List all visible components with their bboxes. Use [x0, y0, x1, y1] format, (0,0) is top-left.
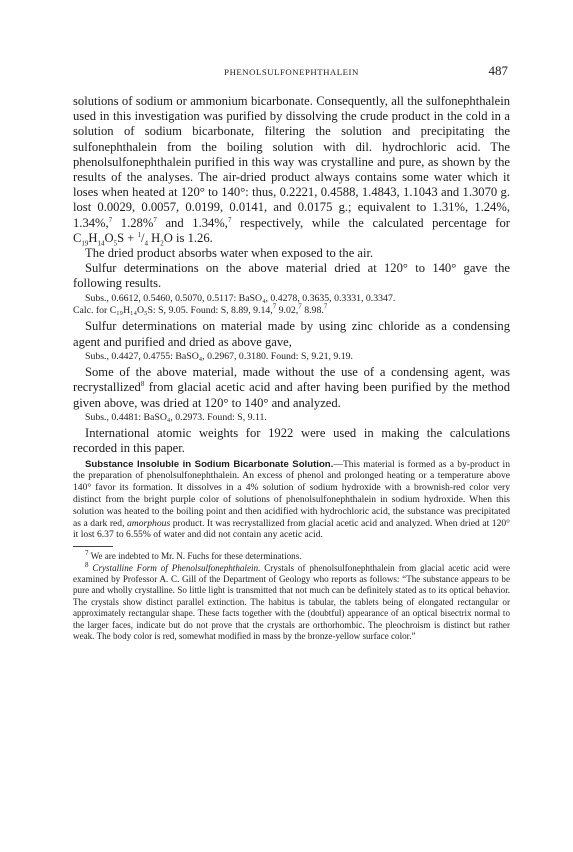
paragraph-recrystallized: Some of the above material, made without the use of a condensing agent, was recrystallized$^8$ from glacial acetic acid and after having been purified by the method given above, was dried at 120° to 140° and analyzed. [73, 365, 510, 410]
paragraph-purification: solutions of sodium or ammonium bicarbonate. Consequently, all the sulfonephthalein used in this investigation was purified by dissolving the crude product in the cold in a solution of sodium bicarbonate, filtering the solution and precipitating the sulfonephthalein from the boiling solution with dil. hydrochloric acid. The phenolsulfonephthalein purified in this way was crystalline and pure, as shown by the results of the analyses. The air-dried product always contains some water which it loses when heated at 120° to 140°: thus, 0.2221, 0.4588, 1.4843, 1.1043 and 1.3070 g. lost 0.0029, 0.0057, 0.0199, 0.0141, and 0.0175 g.; equivalent to 1.31%, 1.24%, 1.34%,$^7$ 1.28%$^7$ and 1.34%,$^7$ respectively, while the calculated percentage for $C_{19}H_{14}O_5S + ^1/_4$ $H_2O$ is 1.26. [73, 94, 510, 248]
analysis-data-3: Subs., 0.4481: BaSO₄, 0.2973. Found: S, 9.11. [85, 411, 267, 423]
running-head: PHENOLSULFONEPHTHALEIN [224, 67, 359, 77]
section-insoluble-substance: Substance Insoluble in Sodium Bicarbonate Solution.—This material is formed as a by-product in the preparation of phenolsulfonephthalein. An excess of phenol and prolonged heating or a temperature above 140° favor its formation. It dissolves in a 4% solution of sodium hydroxide with a brownish-red color very distinct from the bright purple color of solutions of phenolsulfonephthalein in sodium hydroxide. When this solution was heated to the boiling point and then acidified with hydrochloric acid, the substance was precipitated as a dark red, amorphous product. It was recrystallized from glacial acetic acid and analyzed. When dried at 120° it lost 6.37 to 6.55% of water and did not contain any acetic acid. [73, 458, 510, 541]
footnote-7: $^7$ We are indebted to Mr. N. Fuchs for these determinations. [85, 549, 302, 562]
paragraph-absorbs-water: The dried product absorbs water when exposed to the air. [85, 246, 374, 261]
body-text [73, 94, 510, 643]
page-header [73, 63, 510, 81]
analysis-data-1-line-1: Subs., 0.6612, 0.5460, 0.5070, 0.5117: BaSO₄, 0.4278, 0.3635, 0.3331, 0.3347. [85, 292, 396, 304]
footnote-8: $^8$ Crystalline Form of Phenolsulfonephthalein. Crystals of phenolsulfonephthalein from glacial acetic acid were examined by Professor A. C. Gill of the Department of Geology who reports as follows: “The substance appears to be pure and wholly crystalline. So little light is transmitted that not much can be definitely stated as to its optical behavior. The crystals show distinct parallel extinction. The habitus is tabular, the tablets being of elongated rectangular or approximately rectangular shape. These facts together with the (doubtful) appearance of an optical bisectrix normal to the larger faces, indicate but do not prove that the crystals are orthorhombic. The pleochroism is distinct but rather weak. The body color is red, somewhat modified in mass by the bronze-yellow surface color.” [73, 560, 510, 642]
paragraph-zinc-chloride: Sulfur determinations on material made by using zinc chloride as a condensing agent and purified and dried as above gave, [73, 319, 510, 349]
paragraph-sulfur-determinations: Sulfur determinations on the above material dried at 120° to 140° gave the following results. [73, 261, 510, 291]
analysis-data-2: Subs., 0.4427, 0.4755: BaSO₄, 0.2967, 0.3180. Found: S, 9.21, 9.19. [85, 350, 353, 362]
analysis-data-1 [73, 293, 510, 318]
analysis-data-1-line-2: Calc. for C₁₉H₁₄O₅S: S, 9.05. Found: S, 8.89, 9.14,$^7$ 9.02,$^7$ 8.98.$^7$ [73, 302, 328, 317]
paragraph-atomic-weights: International atomic weights for 1922 were used in making the calculations recorded in this paper. [73, 426, 510, 456]
footnote-divider [73, 546, 113, 547]
page-number: 487 [488, 63, 508, 78]
section-heading: Substance Insoluble in Sodium Bicarbonate Solution. [85, 458, 334, 470]
